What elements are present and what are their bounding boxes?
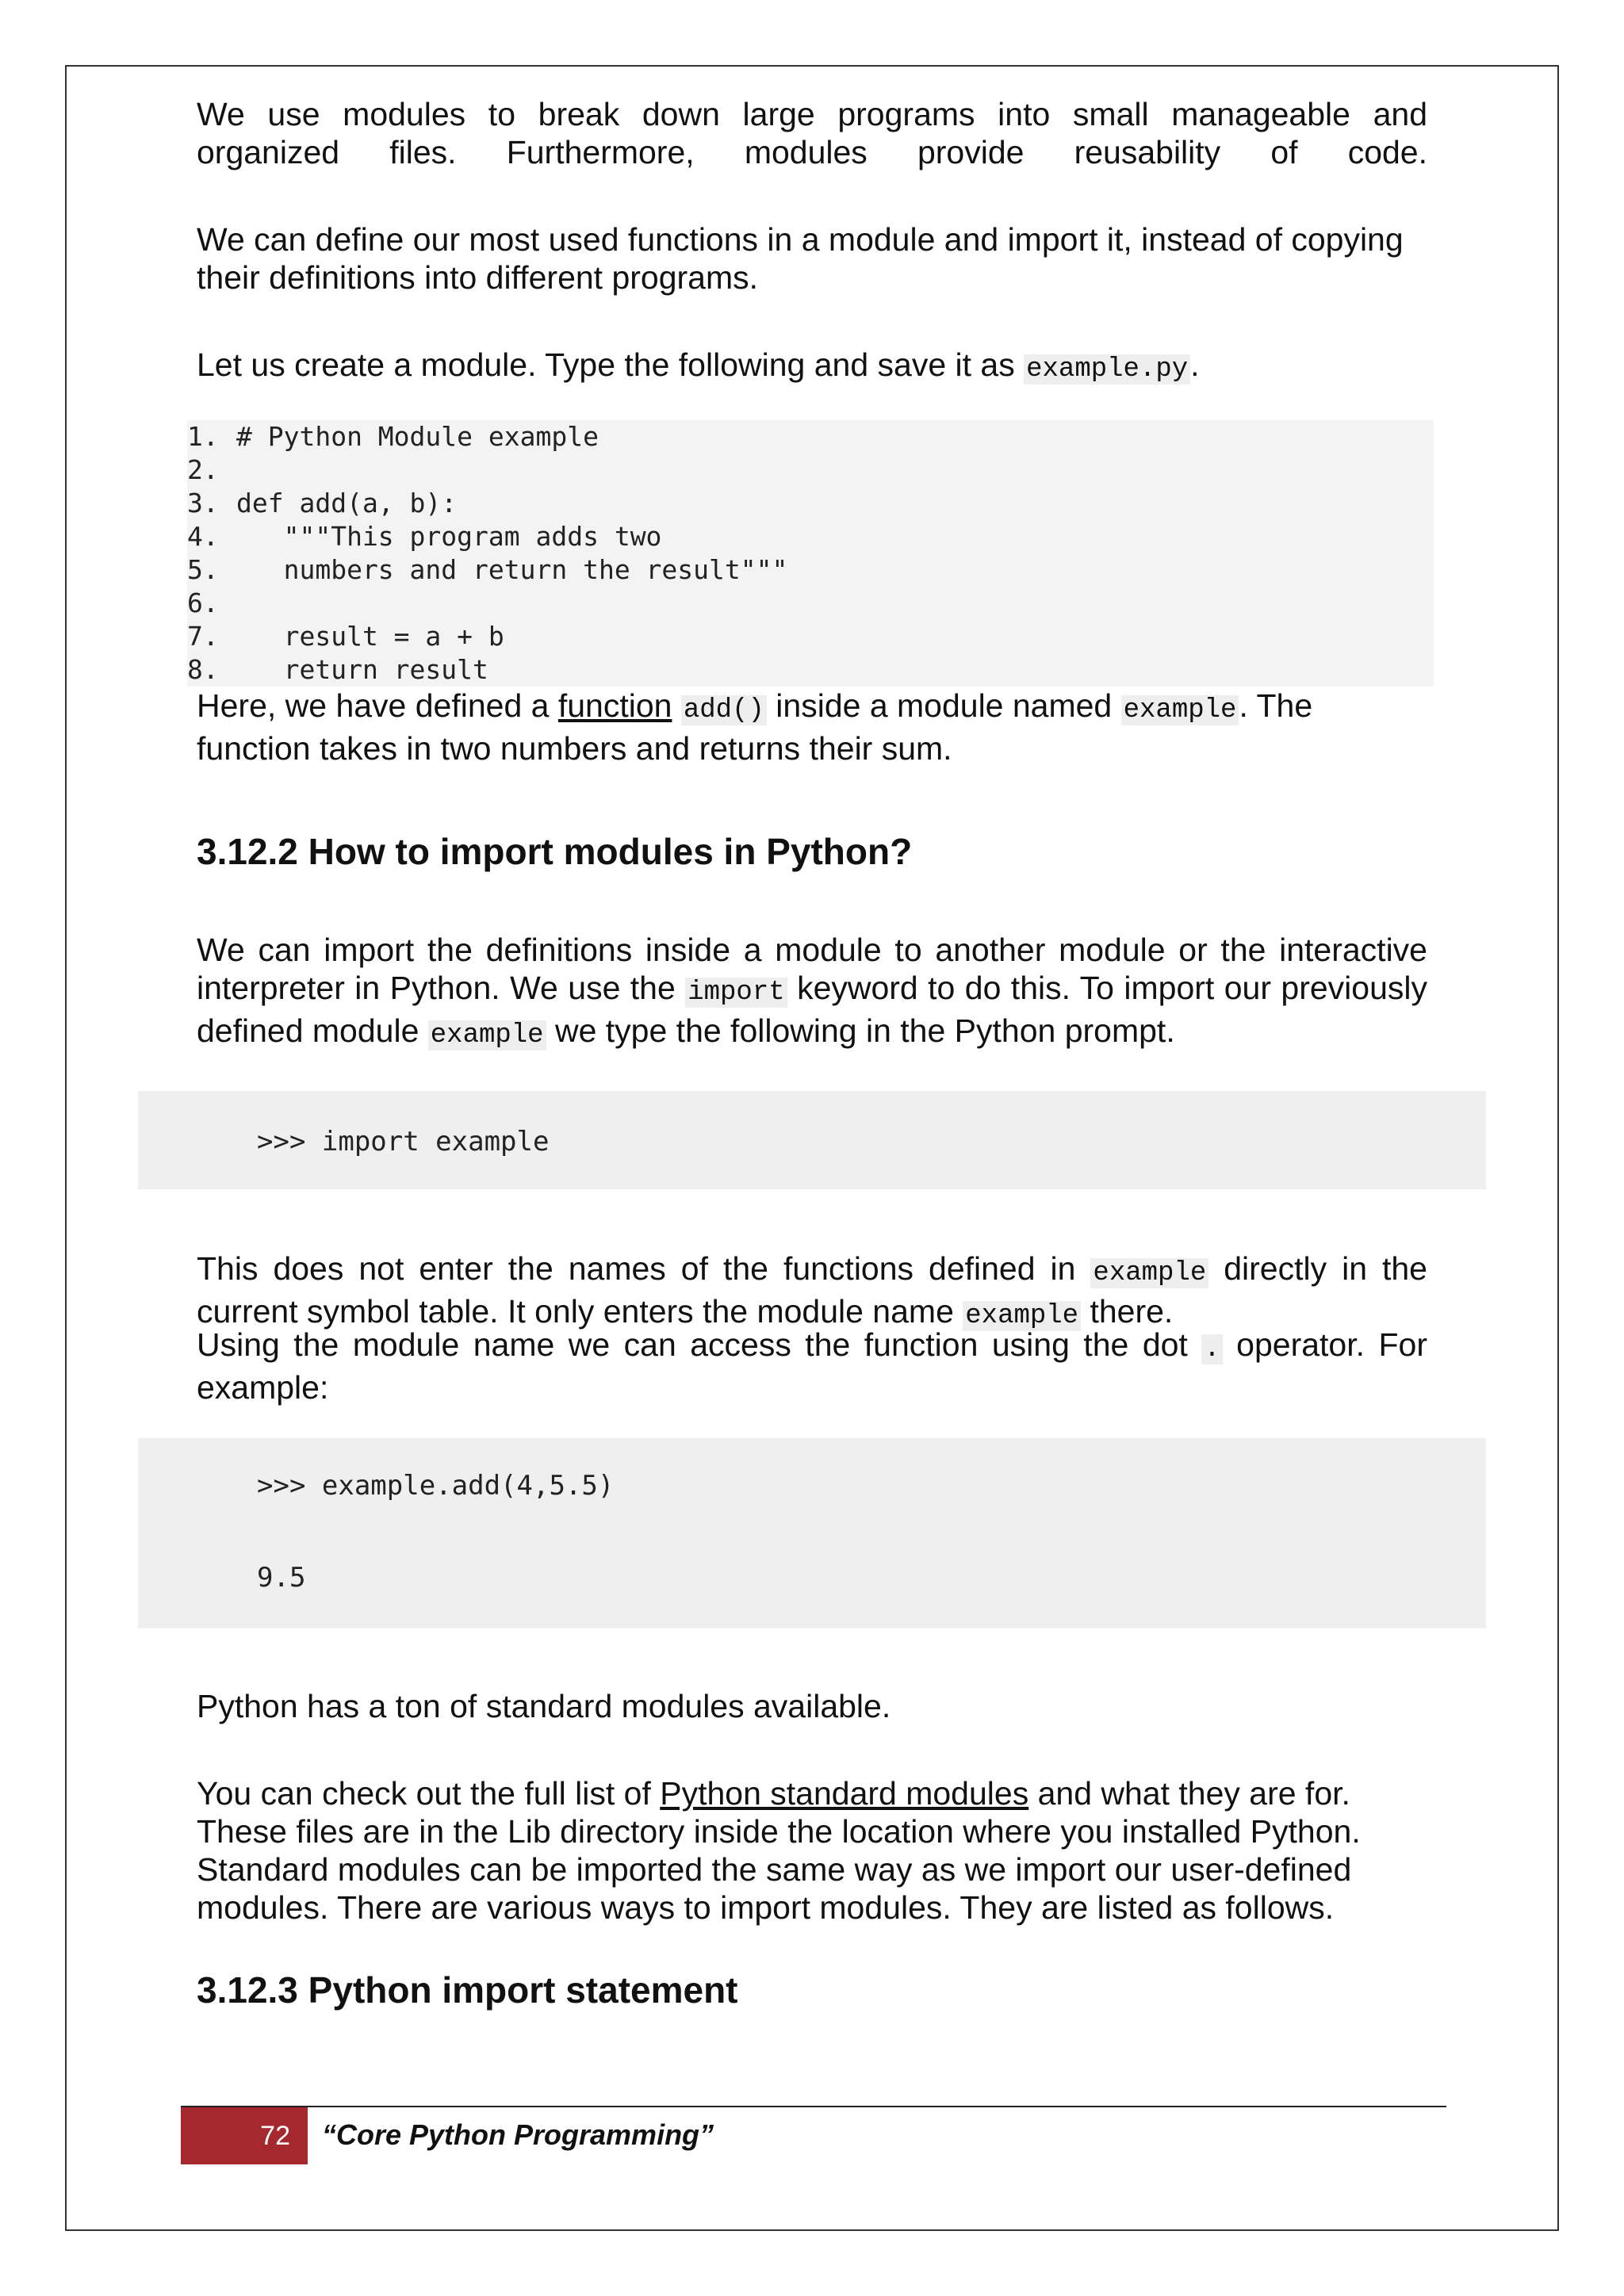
- code-text: def add(a, b):: [236, 488, 458, 519]
- repl-output: 9.5: [257, 1562, 306, 1594]
- line-number: 7.: [187, 621, 219, 652]
- code-line: [187, 620, 1434, 653]
- create-module-paragraph: [197, 346, 1427, 388]
- functions-text: We can define our most used functions in a module and import it, instead of copying their definitions into different programs.: [197, 221, 1404, 296]
- line-number: 5.: [187, 554, 219, 585]
- definition-explanation-paragraph: [197, 687, 1427, 767]
- dot-operator-text: Using the module name we can access the function using the dot: [197, 1326, 1202, 1363]
- code-text: # Python Module example: [236, 421, 599, 452]
- period-text: .: [1190, 346, 1200, 383]
- standard-modules-paragraph: [197, 1687, 1427, 1725]
- functions-paragraph: [197, 220, 1427, 297]
- add-function-code: add(): [681, 695, 767, 725]
- import-paragraph: [197, 931, 1427, 1054]
- dot-operator-paragraph: [197, 1326, 1427, 1406]
- definition-text: . The function takes in two numbers and returns their sum.: [197, 687, 1313, 767]
- line-number: 2.: [187, 454, 219, 485]
- dot-operator-text: operator. For example:: [197, 1326, 1427, 1406]
- page-number-badge: 72: [181, 2107, 308, 2164]
- code-line: [187, 453, 1434, 487]
- module-name-code: example: [428, 1020, 546, 1050]
- book-title: “Core Python Programming”: [322, 2118, 714, 2151]
- intro-paragraph: [197, 95, 1427, 171]
- repl-import-block: [138, 1091, 1486, 1189]
- code-line: [187, 420, 1434, 453]
- module-name-code: example: [1121, 695, 1239, 725]
- repl-line: >>> import example: [257, 1126, 550, 1158]
- space-text: [672, 687, 680, 724]
- repl-line: >>> example.add(4,5.5): [257, 1470, 615, 1502]
- code-line: [187, 587, 1434, 620]
- line-number: 1.: [187, 421, 219, 452]
- line-number: 3.: [187, 488, 219, 519]
- module-name-code: example: [1090, 1258, 1208, 1288]
- intro-text: We use modules to break down large programs into small manageable and organized files. Furthermore, modules provide reusability of code.: [197, 96, 1427, 170]
- function-link[interactable]: function: [557, 687, 672, 724]
- standard-list-text: You can check out the full list of: [197, 1775, 661, 1812]
- filename-code: example.py: [1024, 354, 1190, 385]
- import-text: we type the following in the Python prompt.: [546, 1012, 1175, 1049]
- code-text: numbers and return the result""": [236, 554, 788, 585]
- python-standard-modules-link[interactable]: Python standard modules: [660, 1775, 1029, 1812]
- repl-call-block: [138, 1438, 1486, 1628]
- code-line: [187, 653, 1434, 687]
- import-text: keyword to do this. To import our previously defined module: [197, 970, 1427, 1049]
- import-keyword-code: import: [685, 978, 787, 1008]
- code-text: return result: [236, 654, 488, 685]
- standard-modules-text: Python has a ton of standard modules available.: [197, 1688, 891, 1724]
- code-text: """This program adds two: [236, 521, 662, 552]
- code-line: [187, 487, 1434, 520]
- import-text: We can import the definitions inside a module to another module or the interactive interpreter in Python. We use the: [197, 932, 1427, 1006]
- dot-code: .: [1201, 1334, 1222, 1364]
- footer-rule: [181, 2106, 1446, 2107]
- section-heading-import-modules: 3.12.2 How to import modules in Python?: [197, 831, 913, 872]
- definition-text: inside a module named: [766, 687, 1121, 724]
- standard-list-paragraph: [197, 1774, 1427, 1927]
- code-text: result = a + b: [236, 621, 504, 652]
- module-code-listing: [187, 420, 1434, 687]
- standard-list-text: and what they are for. These files are in the Lib directory inside the location where you installed Python. Standard modules can be imported the same way as we import our user-defined modules. There are various ways to import modules. They are listed as follows.: [197, 1775, 1361, 1926]
- definition-text: Here, we have defined a: [197, 687, 558, 724]
- code-line: [187, 553, 1434, 587]
- symbol-table-paragraph: [197, 1249, 1427, 1335]
- section-heading-import-statement: 3.12.3 Python import statement: [197, 1969, 738, 2011]
- module-name-code: example: [963, 1301, 1081, 1331]
- symbol-table-text: there.: [1081, 1293, 1174, 1330]
- create-module-text: Let us create a module. Type the following and save it as: [197, 346, 1025, 383]
- symbol-table-text: directly in the current symbol table. It only enters the module name: [197, 1250, 1427, 1330]
- line-number: 6.: [187, 587, 219, 618]
- code-line: [187, 520, 1434, 553]
- symbol-table-text: This does not enter the names of the functions defined in: [197, 1250, 1091, 1287]
- line-number: 4.: [187, 521, 219, 552]
- line-number: 8.: [187, 654, 219, 685]
